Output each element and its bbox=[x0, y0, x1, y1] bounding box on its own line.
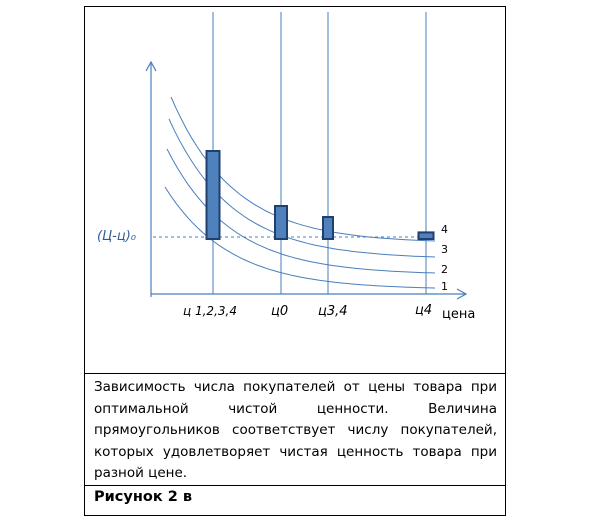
chart-panel bbox=[85, 7, 505, 374]
x-tick-label: ц0 bbox=[271, 304, 289, 319]
caption-text: Зависимость числа покупателей от цены товара при оптимальной чистой ценности. Величина прямоугольников соответствует числу покупателей, которых удовлетворяет чистая ценность товара при разной цене. bbox=[94, 379, 497, 481]
curve-labels bbox=[441, 223, 448, 293]
figure-label: Рисунок 2 в bbox=[94, 489, 193, 505]
x-tick-label: ц 1,2,3,4 bbox=[183, 304, 237, 318]
vertical-guides bbox=[213, 12, 426, 294]
curve-label: 1 bbox=[441, 280, 448, 293]
buyers-bar bbox=[207, 151, 220, 239]
y-axis-label: (Ц-ц)₀ bbox=[97, 229, 136, 244]
x-tick-labels bbox=[183, 303, 432, 319]
curve-label: 4 bbox=[441, 223, 448, 236]
curve-label: 2 bbox=[441, 263, 448, 276]
buyers-bar bbox=[419, 232, 434, 239]
x-axis-label: цена bbox=[442, 307, 476, 322]
curve-label: 3 bbox=[441, 243, 448, 256]
caption-panel bbox=[85, 373, 505, 486]
buyers-bar bbox=[275, 206, 287, 239]
x-tick-label: ц4 bbox=[415, 303, 433, 318]
figure-frame bbox=[84, 6, 506, 516]
buyers-bar bbox=[323, 217, 333, 239]
chart-svg bbox=[85, 7, 505, 373]
x-tick-label: ц3,4 bbox=[318, 304, 348, 319]
